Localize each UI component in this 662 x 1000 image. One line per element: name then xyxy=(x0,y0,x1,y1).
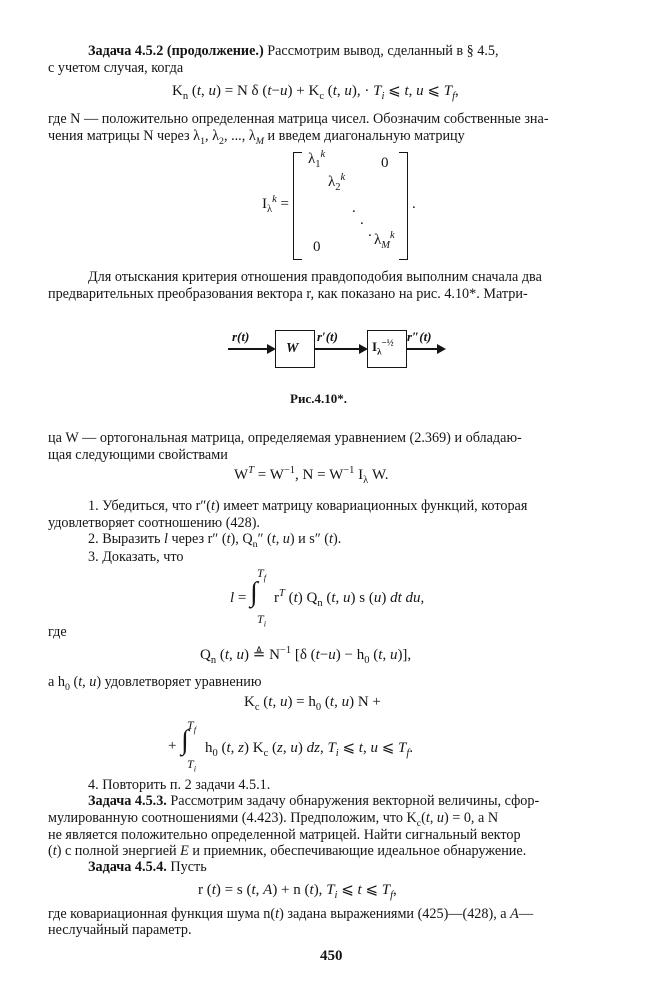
matrix-aMM: $\lambda_M^k$ xyxy=(374,230,395,251)
equation-w: $W^T = W^{-1}$, $N = W^{-1}$ $I_\lambda$ W. xyxy=(234,465,389,486)
problem-452-line1-text: Рассмотрим вывод, сделанный в § 4.5, xyxy=(263,43,499,59)
matrix-a22: $\lambda_2^k$ xyxy=(328,172,346,193)
para-w-line2: щая следующими свойствами xyxy=(48,447,228,463)
diagram-mid-label: r′(t) xyxy=(317,329,338,344)
problem-453-line2: мулированную соотношениями (4.423). Предположим, что $K_c(t$, u) = 0, а N xyxy=(48,810,499,829)
matrix-period: . xyxy=(412,196,416,212)
problem-453-line3: не является положительно определенной матрицей. Найти сигнальный вектор xyxy=(48,827,521,843)
para-w-line1: ца W — ортогональная матрица, определяемая уравнением (2.369) и обладаю- xyxy=(48,430,522,446)
problem-453-line1 xyxy=(88,793,539,810)
matrix-dot-2: . xyxy=(360,212,364,228)
page-number: 450 xyxy=(320,948,343,964)
integral-l-upper: $T_f$ xyxy=(257,566,267,583)
para-n-line1: где N — положительно определенная матрица чисел. Обозначим собственные зна- xyxy=(48,111,549,127)
problem-452-line2: с учетом случая, когда xyxy=(48,60,184,76)
diagram-box-w xyxy=(275,330,315,368)
diagram-output-arrow xyxy=(406,348,444,350)
equation-r: r (t) = s (t, A) + n (t), $T_i$ ⩽ t ⩽ $T_f$, xyxy=(198,882,397,901)
integral-kc-sign: ∫ xyxy=(181,725,189,756)
integral-sign: ∫ xyxy=(250,577,258,608)
item-1-line2: удовлетворяет соотношению (428). xyxy=(48,515,260,531)
where-label: где xyxy=(48,624,67,640)
equation-q: $Q_n$ (t, u) ≜ $N^{-1}$ [δ $(t-u) - h_0$ (t, u)], xyxy=(200,645,412,666)
matrix-lhs: $I_\lambda^k$ = xyxy=(262,194,289,215)
plus-sign: + xyxy=(168,738,177,754)
para-ml-line1: Для отыскания критерия отношения правдоподобия выполним сначала два xyxy=(88,269,542,285)
integral-kc-lower: $T_i$ xyxy=(187,757,197,774)
item-1-line1: 1. Убедиться, что r″(t) имеет матрицу ковариационных функций, которая xyxy=(88,498,528,514)
diagram-output-label: r″(t) xyxy=(407,329,432,344)
diagram-box-w-label: W xyxy=(286,341,299,356)
diagram-box-i xyxy=(367,330,407,368)
matrix-dot-1: . xyxy=(352,200,356,216)
item-3: 3. Доказать, что xyxy=(88,549,184,565)
integral-l-lhs: l = xyxy=(230,590,247,606)
h0-line: а $h_0$ (t, u) удовлетворяет уравнению xyxy=(48,674,262,693)
problem-454-heading: Задача 4.5.4. xyxy=(88,859,167,875)
equation-kc-line1: $K_c$ (t, $u) = h_0$ (t, u) N + xyxy=(244,694,381,713)
matrix-left-bracket xyxy=(293,152,302,260)
matrix-dot-3: . xyxy=(368,224,372,240)
diagram-input-arrow xyxy=(228,348,274,350)
para-ml-line2: предварительных преобразования вектора r, как показано на рис. 4.10*. Матри- xyxy=(48,286,528,302)
item-2: 2. Выразить l через r″ (t), $Q_n''$ (t, u) и s″ (t). xyxy=(88,531,342,550)
item-4: 4. Повторить п. 2 задачи 4.5.1. xyxy=(88,777,271,793)
equation-kc-line2: $h_0$ (t, z) $K_c$ (z, u) dz, $T_i$ ⩽ t, u ⩽ $T_f$. xyxy=(205,740,414,759)
diagram-input-label: r(t) xyxy=(232,329,250,344)
matrix-a11: $\lambda_1^k$ xyxy=(308,149,326,170)
integral-l-body: $r^T$ (t) $Q_n$ (t, u) s (u) dt du, xyxy=(274,588,425,609)
equation-kn: $K_n$ (t, u) = N δ $(t-u) + K_c$ (t, u), · $T_i$ ⩽ t, u ⩽ $T_f$, xyxy=(172,83,459,102)
problem-453-heading: Задача 4.5.3. xyxy=(88,793,167,809)
problem-452-heading: Задача 4.5.2 (продолжение.) xyxy=(88,43,264,59)
matrix-right-bracket xyxy=(399,152,408,260)
problem-453-line1-text: Рассмотрим задачу обнаружения векторной величины, сфор- xyxy=(166,793,540,809)
figure-caption: Рис.4.10*. xyxy=(290,391,347,406)
matrix-zero-lower: 0 xyxy=(313,239,321,255)
matrix-zero-upper: 0 xyxy=(381,155,389,171)
para-n-line2: чения матрицы N через $\lambda_1$, $\lambda_2$, ..., $\lambda_M$ и введем диагональную матрицу xyxy=(48,128,465,147)
integral-l-lower: $T_i$ xyxy=(257,612,267,629)
problem-454-text: Пусть xyxy=(166,859,207,875)
problem-454-line xyxy=(88,859,207,876)
integral-kc-upper: $T_f$ xyxy=(187,718,197,735)
final-line2: неслучайный параметр. xyxy=(48,922,192,938)
diagram-mid-arrow xyxy=(314,348,366,350)
final-line1: где ковариационная функция шума n(t) задана выражениями (425)—(428), а A— xyxy=(48,906,534,922)
problem-453-line4: (t) с полной энергией E и приемник, обеспечивающие идеальное обнаружение. xyxy=(48,843,527,859)
problem-452-line1 xyxy=(88,43,499,60)
diagram-box-i-label: $I_\lambda^{-\frac{1}{2}}$ xyxy=(372,337,394,357)
